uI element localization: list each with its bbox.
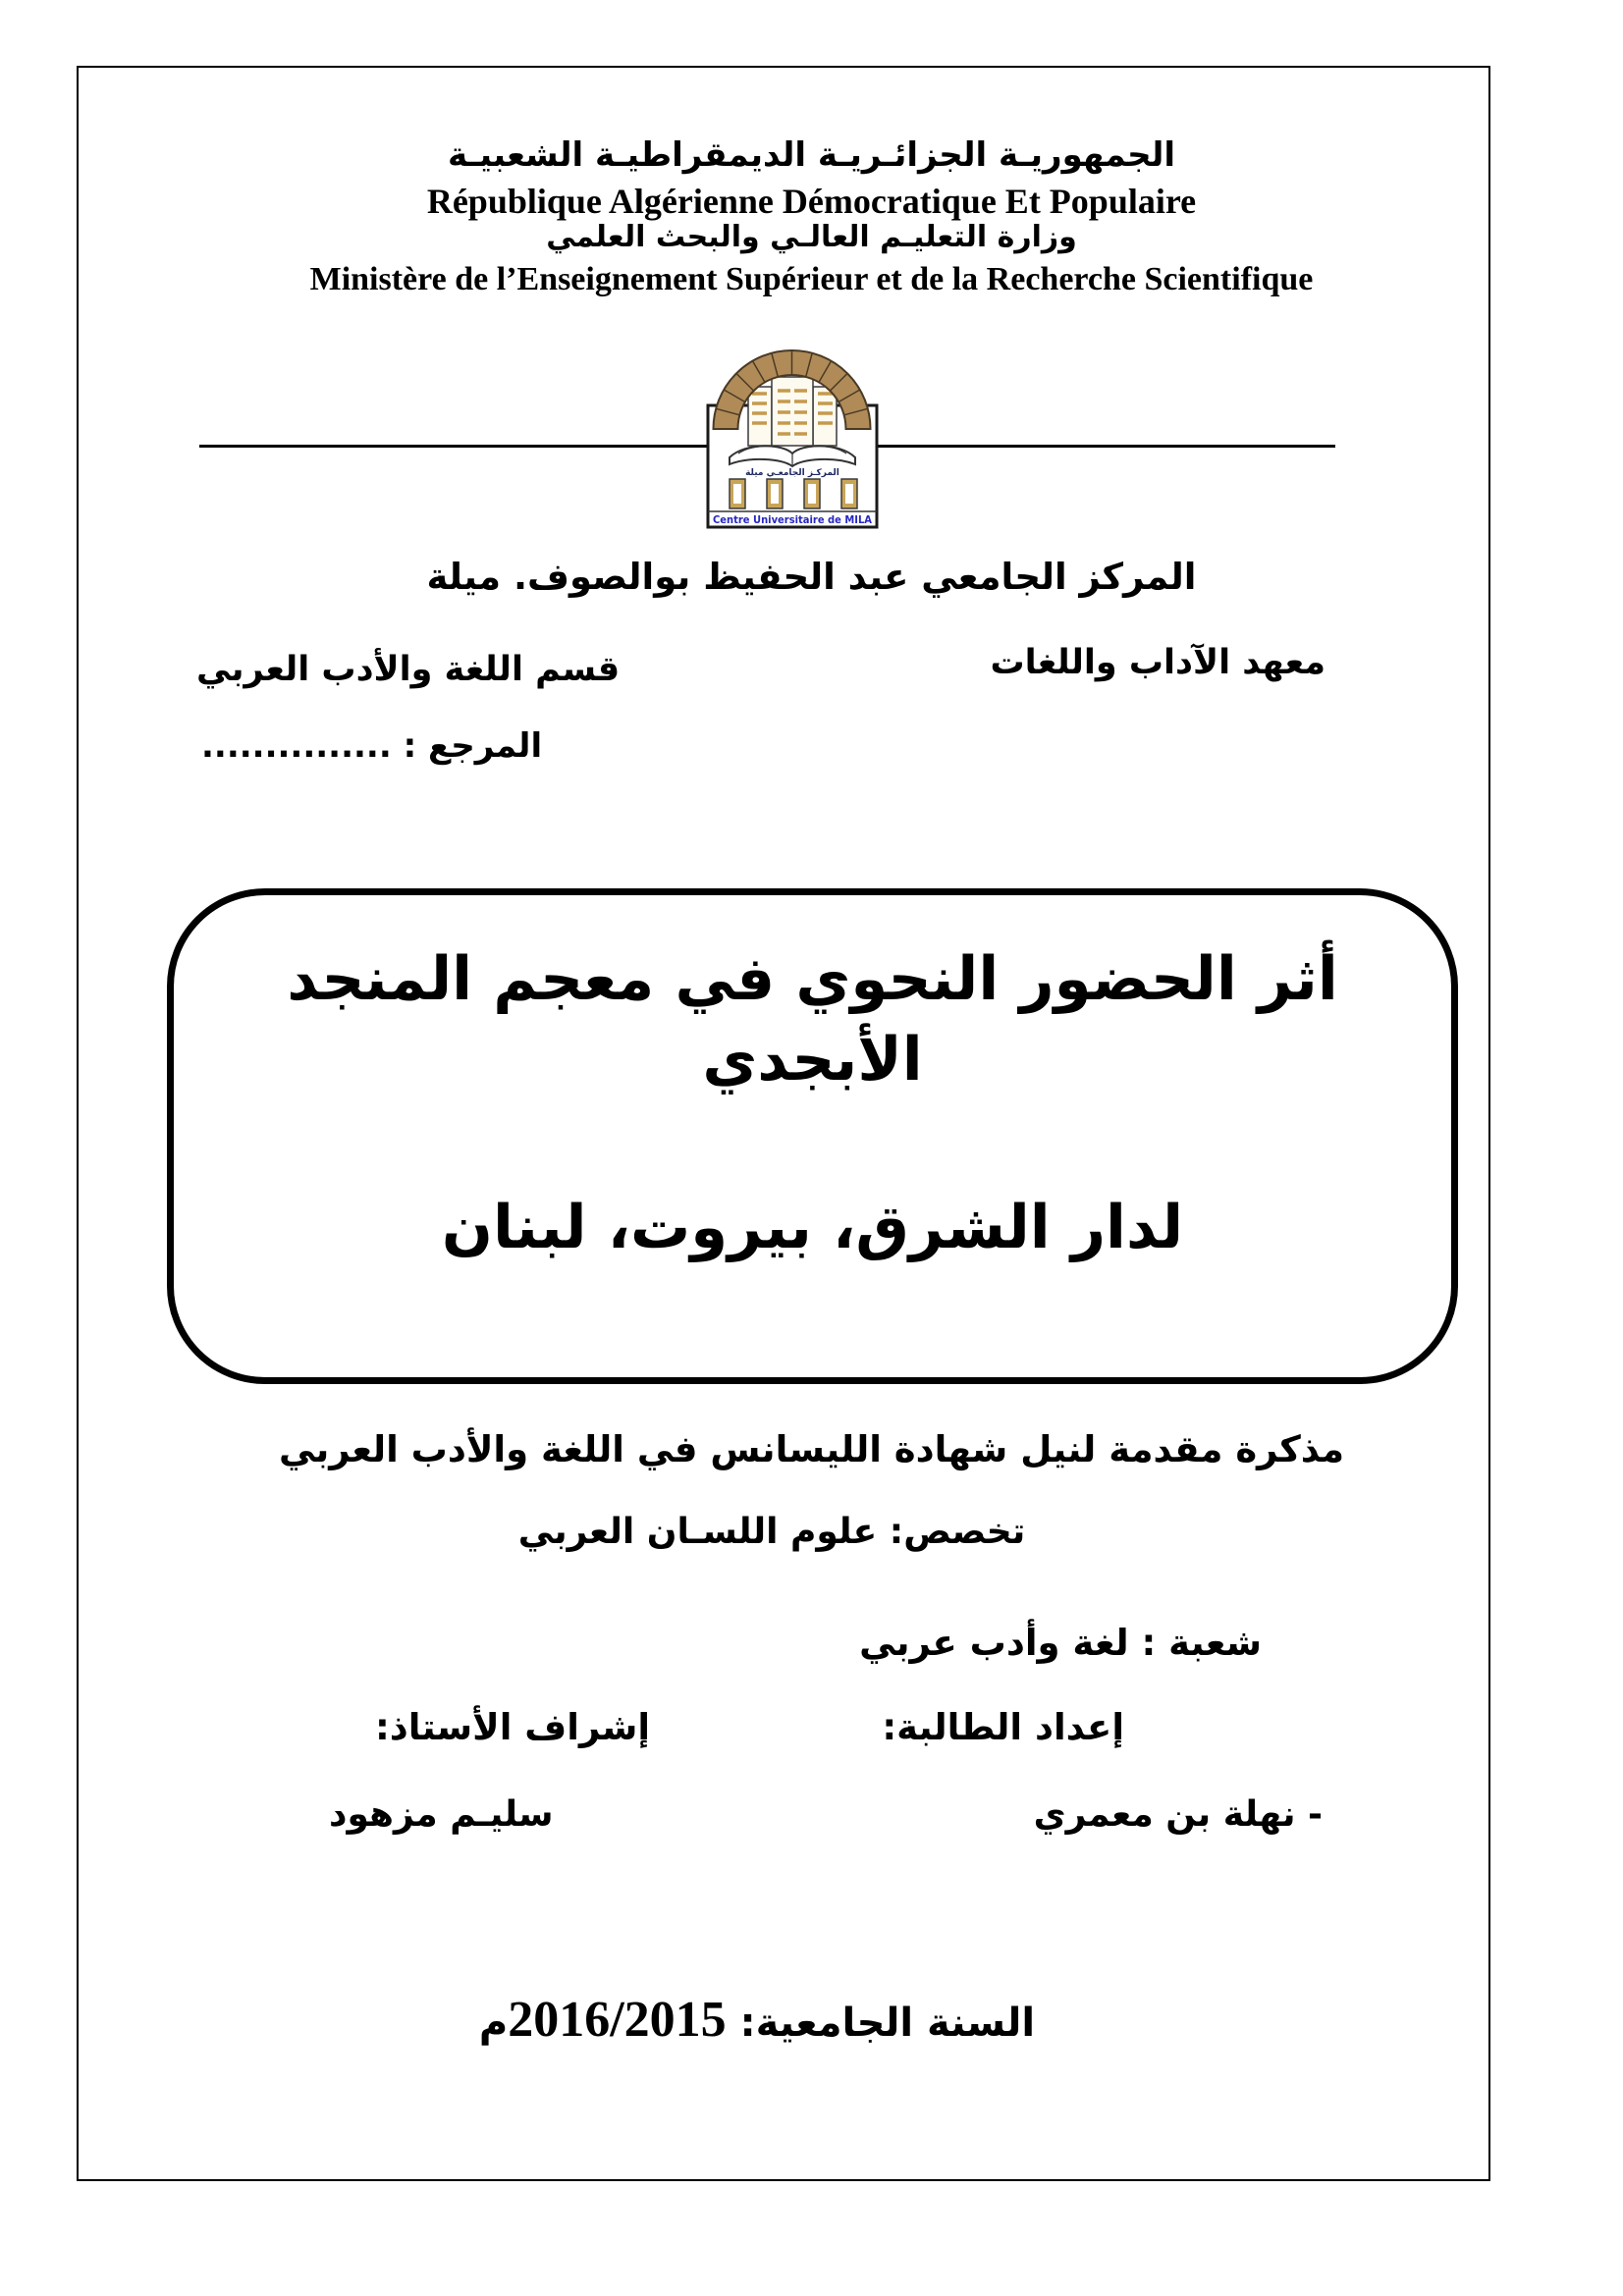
university-center-name: المركز الجامعي عبد الحفيظ بوالصوف. ميلة	[426, 556, 1197, 598]
thesis-degree-note: مذكرة مقدمة لنيل شهادة الليسانس في اللغة والأدب العربي	[278, 1428, 1344, 1470]
republic-name-french: République Algérienne Démocratique Et Populaire	[426, 182, 1197, 221]
student-name: - نهلة بن معمري	[1033, 1794, 1323, 1835]
logo-book-text: المركـز الجامعـي ميلة	[745, 468, 839, 478]
ministry-name-arabic: وزارة التعليـم العالـي والبحث العلمي	[546, 220, 1077, 254]
academic-year-value: 2016/2015	[508, 1992, 727, 2048]
specialty-line: تخصص: علوم اللسـان العربي	[517, 1512, 1026, 1552]
university-logo-icon	[687, 334, 893, 535]
institute-name: معهد الآداب واللغات	[990, 643, 1325, 682]
thesis-title-box	[167, 888, 1458, 1384]
academic-year-suffix: م	[478, 2001, 509, 2046]
branch-line: شعبة : لغة وأدب عربي	[859, 1622, 1262, 1664]
logo-caption: Centre Universitaire de MILA	[713, 513, 873, 526]
ministry-name-french: Ministère de l’Enseignement Supérieur et de la Recherche Scientifique	[309, 261, 1314, 297]
academic-year-label: السنة الجامعية:	[739, 2001, 1036, 2046]
department-name: قسم اللغة والأدب العربي	[196, 650, 621, 689]
thesis-title-line1: أثر الحضور النحوي في معجم المنجد الأبجدي	[287, 944, 1338, 1095]
thesis-title-line2: لدار الشرق، بيروت، لبنان	[441, 1192, 1184, 1262]
republic-name-arabic: الجمهوريـة الجزائـريـة الديمقراطيـة الشعبيـة	[447, 135, 1176, 175]
prepared-by-label: إعداد الطالبة:	[882, 1706, 1124, 1748]
supervisor-name: سليـم مزهود	[329, 1794, 554, 1835]
reference-field: المرجع : ...............	[201, 726, 543, 766]
supervisor-label: إشراف الأستاذ:	[375, 1706, 651, 1748]
academic-year-line	[0, 1991, 1514, 2049]
